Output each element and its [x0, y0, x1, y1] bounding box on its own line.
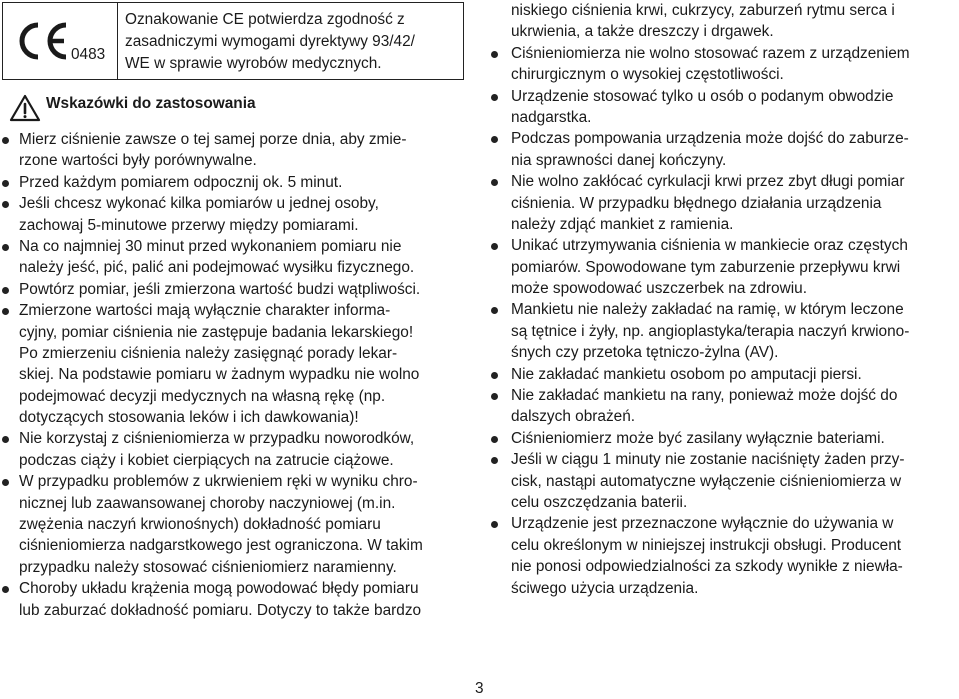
text-line: [0, 322, 476, 343]
line-text: nia sprawności danej kończyny.: [511, 151, 727, 169]
warning-triangle-icon: [9, 94, 41, 122]
line-text: W przypadku problemów z ukrwieniem ręki w wyniku chro-: [19, 473, 418, 491]
bullet-item-line: [0, 236, 476, 257]
ce-text-line: WE w sprawie wyrobów medycznych.: [125, 55, 382, 72]
text-line: [485, 556, 955, 577]
line-text: Jeśli chcesz wykonać kilka pomiarów u jednej osoby,: [19, 195, 379, 213]
line-text: Po zmierzeniu ciśnienia należy zasięgnąć porady lekar-: [19, 344, 398, 362]
line-text: nie ponosi odpowiedzialności za szkody wynikłe z niewła-: [511, 558, 903, 576]
bullet-item-line: [485, 171, 955, 192]
line-text: podejmować decyzji medycznych na własną rękę (np.: [19, 387, 386, 405]
bullet-icon: [2, 479, 9, 486]
ce-text-line: zasadniczymi wymogami dyrektywy 93/42/: [125, 33, 415, 50]
ce-marking-box: [2, 2, 464, 80]
line-text: ukrwienia, a także dreszczy i drgawek.: [511, 23, 774, 41]
text-line: [0, 257, 476, 278]
line-text: lub zaburzać dokładność pomiaru. Dotyczy to także bardzo: [19, 601, 422, 619]
text-line: [485, 342, 955, 363]
bullet-item-line: [485, 449, 955, 470]
bullet-icon: [491, 457, 498, 464]
bullet-icon: [2, 586, 9, 593]
line-text: Nie zakładać mankietu osobom po amputacji piersi.: [511, 365, 862, 383]
bullet-icon: [491, 372, 498, 379]
line-text: skiej. Na podstawie pomiaru w żadnym wypadku nie wolno: [19, 366, 420, 384]
line-text: Nie wolno zakłócać cyrkulacji krwi przez zbyt długi pomiar: [511, 173, 905, 191]
ce-mark-icon: [14, 21, 72, 61]
line-text: cisk, nastąpi automatyczne wyłączenie ciśnieniomierza w: [511, 472, 902, 490]
line-text: cyjny, pomiar ciśnienia nie zastępuje badania lekarskiego!: [19, 323, 414, 341]
text-line: [485, 150, 955, 171]
section-heading: Wskazówki do zastosowania: [46, 95, 256, 112]
bullet-item-line: [0, 129, 476, 150]
text-line: [0, 600, 476, 621]
line-text: pomiarów. Spowodowane tym zaburzenie przepływu krwi: [511, 258, 901, 276]
bullet-item-line: [485, 43, 955, 64]
line-text: Urządzenie jest przeznaczone wyłącznie do używania w: [511, 515, 894, 533]
text-line: [485, 64, 955, 85]
bullet-icon: [2, 137, 9, 144]
text-line: [0, 150, 476, 171]
line-text: Ciśnieniomierza nie wolno stosować razem z urządzeniem: [511, 44, 910, 62]
page-number: 3: [475, 680, 484, 697]
left-column: [0, 129, 476, 621]
line-text: nadgarstka.: [511, 108, 592, 126]
line-text: nicznej lub zaawansowanej choroby naczyniowej (m.in.: [19, 494, 396, 512]
notified-body-number: 0483: [71, 46, 106, 63]
text-line: [485, 406, 955, 427]
line-text: Unikać utrzymywania ciśnienia w mankiecie oraz częstych: [511, 237, 908, 255]
bullet-item-line: [0, 300, 476, 321]
text-line: [485, 21, 955, 42]
text-line: [485, 193, 955, 214]
ce-text-line: Oznakowanie CE potwierdza zgodność z: [125, 11, 405, 28]
bullet-icon: [491, 521, 498, 528]
bullet-icon: [2, 308, 9, 315]
text-line: [485, 257, 955, 278]
bullet-item-line: [0, 578, 476, 599]
line-text: są tętnice i żyły, np. angioplastyka/terapia naczyń krwiono-: [511, 322, 910, 340]
text-line: [0, 364, 476, 385]
bullet-item-line: [0, 428, 476, 449]
line-text: może spowodować uszczerbek na zdrowiu.: [511, 280, 807, 298]
text-line: [0, 386, 476, 407]
text-line: [485, 578, 955, 599]
bullet-icon: [491, 51, 498, 58]
line-text: Na co najmniej 30 minut przed wykonaniem pomiaru nie: [19, 237, 402, 255]
bullet-icon: [2, 244, 9, 251]
text-line: [485, 492, 955, 513]
line-text: chirurgicznym o wysokiej częstotliwości.: [511, 66, 784, 84]
line-text: Przed każdym pomiarem odpocznij ok. 5 minut.: [19, 173, 343, 191]
text-line: [485, 0, 955, 21]
text-line: [485, 278, 955, 299]
bullet-item-line: [485, 235, 955, 256]
line-text: należy zdjąć mankiet z ramienia.: [511, 215, 734, 233]
line-text: Choroby układu krążenia mogą powodować błędy pomiaru: [19, 580, 419, 598]
line-text: ciśnienia. W przypadku błędnego działania urządzenia: [511, 194, 882, 212]
bullet-item-line: [0, 471, 476, 492]
line-text: niskiego ciśnienia krwi, cukrzycy, zaburzeń rytmu serca i: [511, 2, 895, 19]
text-line: [0, 535, 476, 556]
bullet-icon: [491, 436, 498, 443]
line-text: Podczas pompowania urządzenia może dojść do zaburze-: [511, 130, 909, 148]
line-text: Powtórz pomiar, jeśli zmierzona wartość budzi wątpliwości.: [19, 280, 421, 298]
line-text: Mierz ciśnienie zawsze o tej samej porze dnia, aby zmie-: [19, 131, 407, 148]
text-line: [0, 215, 476, 236]
line-text: ściwego użycia urządzenia.: [511, 579, 699, 597]
line-text: należy jeść, pić, palić ani podejmować wysiłku fizycznego.: [19, 259, 415, 277]
bullet-item-line: [0, 172, 476, 193]
bullet-item-line: [485, 299, 955, 320]
bullet-item-line: [485, 428, 955, 449]
line-text: rzone wartości były porównywalne.: [19, 152, 257, 170]
bullet-icon: [491, 307, 498, 314]
bullet-item-line: [485, 385, 955, 406]
line-text: Jeśli w ciągu 1 minuty nie zostanie naciśnięty żaden przy-: [511, 451, 905, 469]
bullet-item-line: [0, 279, 476, 300]
line-text: podczas ciąży i kobiet cierpiących na zatrucie ciążowe.: [19, 451, 394, 469]
line-text: Urządzenie stosować tylko u osób o podanym obwodzie: [511, 87, 894, 105]
line-text: Zmierzone wartości mają wyłącznie charakter informa-: [19, 302, 391, 320]
bullet-icon: [491, 136, 498, 143]
text-line: [0, 557, 476, 578]
bullet-item-line: [485, 513, 955, 534]
text-line: [0, 514, 476, 535]
line-text: zachowaj 5-minutowe przerwy między pomiarami.: [19, 216, 359, 234]
line-text: celu określonym w niniejszej instrukcji obsługi. Producent: [511, 536, 902, 554]
text-line: [485, 214, 955, 235]
line-text: śnych czy przetoka tętniczo-żylna (AV).: [511, 344, 779, 362]
line-text: Nie zakładać mankietu na rany, ponieważ może dojść do: [511, 387, 898, 405]
bullet-icon: [491, 243, 498, 250]
ce-declaration-text: [125, 9, 461, 75]
line-text: celu oszczędzania baterii.: [511, 493, 688, 511]
right-column: [485, 0, 955, 599]
text-line: [0, 343, 476, 364]
line-text: dotyczących stosowania leków i ich dawkowania)!: [19, 409, 359, 427]
text-line: [485, 471, 955, 492]
line-text: Ciśnieniomierz może być zasilany wyłącznie bateriami.: [511, 429, 885, 447]
bullet-icon: [491, 179, 498, 186]
line-text: ciśnieniomierza nadgarstkowego jest ograniczona. W takim: [19, 537, 423, 555]
bullet-icon: [2, 287, 9, 294]
line-text: Nie korzystaj z ciśnieniomierza w przypadku noworodków,: [19, 430, 415, 448]
bullet-icon: [491, 393, 498, 400]
line-text: Mankietu nie należy zakładać na ramię, w którym leczone: [511, 301, 904, 319]
line-text: zwężenia naczyń krwionośnych) dokładność pomiaru: [19, 516, 381, 534]
text-line: [0, 493, 476, 514]
line-text: dalszych obrażeń.: [511, 408, 636, 426]
text-line: [485, 107, 955, 128]
ce-box-divider: [117, 3, 118, 79]
text-line: [485, 321, 955, 342]
bullet-icon: [491, 94, 498, 101]
bullet-item-line: [485, 364, 955, 385]
bullet-icon: [2, 436, 9, 443]
line-text: przypadku należy stosować ciśnieniomierz naramienny.: [19, 558, 397, 576]
text-line: [485, 535, 955, 556]
bullet-icon: [2, 180, 9, 187]
text-line: [0, 407, 476, 428]
text-line: [0, 450, 476, 471]
bullet-item-line: [0, 193, 476, 214]
bullet-item-line: [485, 86, 955, 107]
bullet-icon: [2, 201, 9, 208]
bullet-item-line: [485, 128, 955, 149]
